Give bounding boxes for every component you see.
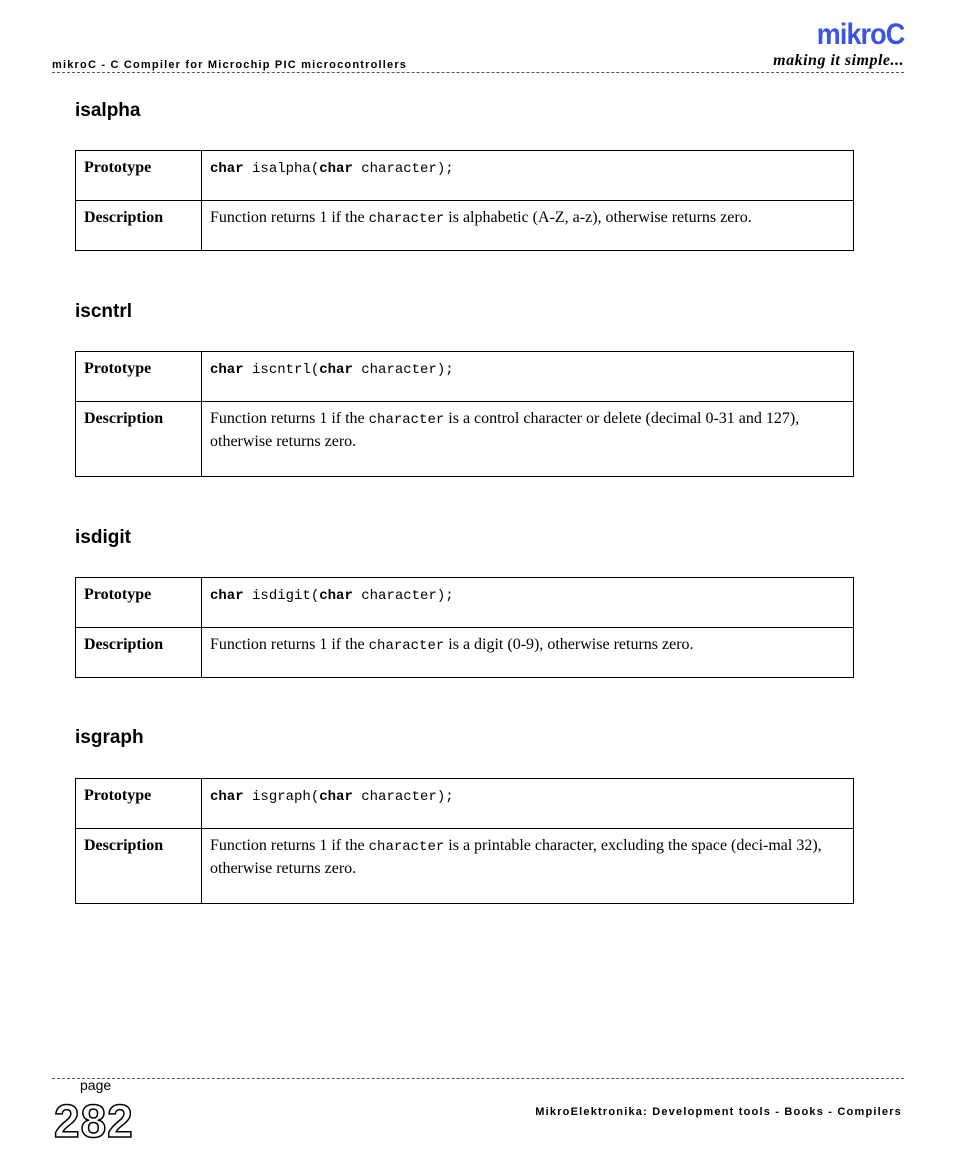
section-title-isdigit: isdigit	[75, 527, 131, 548]
prototype-code: char iscntrl(char character);	[210, 362, 454, 378]
prototype-row	[76, 352, 854, 402]
prototype-label: Prototype	[76, 578, 202, 628]
footer-text: MikroElektronika: Development tools - Books - Compilers	[535, 1106, 902, 1118]
prototype-row	[76, 578, 854, 628]
description-row	[76, 628, 854, 678]
mikroc-logo: mikroC	[816, 18, 904, 51]
function-table-isalpha	[75, 150, 854, 251]
description-text: Function returns 1 if the character is a control character or delete (decimal 0-31 and 127), otherwise returns zero.	[202, 402, 854, 477]
description-label: Description	[76, 628, 202, 678]
prototype-row	[76, 779, 854, 829]
prototype-cell	[202, 578, 854, 628]
prototype-code: char isdigit(char character);	[210, 588, 454, 604]
prototype-cell	[202, 352, 854, 402]
description-row	[76, 829, 854, 904]
footer-divider	[52, 1078, 904, 1079]
tagline: making it simple...	[773, 52, 904, 69]
section-title-isalpha: isalpha	[75, 100, 141, 121]
function-table-isdigit	[75, 577, 854, 678]
prototype-cell	[202, 151, 854, 201]
prototype-code: char isgraph(char character);	[210, 789, 454, 805]
prototype-label: Prototype	[76, 352, 202, 402]
header-subtitle: mikroC - C Compiler for Microchip PIC microcontrollers	[52, 59, 408, 71]
section-title-isgraph: isgraph	[75, 727, 144, 748]
section-title-iscntrl: iscntrl	[75, 301, 133, 322]
description-text: Function returns 1 if the character is a digit (0-9), otherwise returns zero.	[202, 628, 854, 678]
page-number: 282	[54, 1095, 134, 1147]
prototype-row	[76, 151, 854, 201]
prototype-label: Prototype	[76, 151, 202, 201]
description-label: Description	[76, 829, 202, 904]
prototype-cell	[202, 779, 854, 829]
function-table-iscntrl	[75, 351, 854, 477]
description-text: Function returns 1 if the character is alphabetic (A-Z, a-z), otherwise returns zero.	[202, 201, 854, 251]
description-label: Description	[76, 201, 202, 251]
prototype-code: char isalpha(char character);	[210, 161, 454, 177]
header-divider	[52, 72, 904, 73]
description-row	[76, 402, 854, 477]
description-text: Function returns 1 if the character is a printable character, excluding the space (deci-mal 32), otherwise returns zero.	[202, 829, 854, 904]
description-row	[76, 201, 854, 251]
function-table-isgraph	[75, 778, 854, 904]
description-label: Description	[76, 402, 202, 477]
page-label: page	[80, 1077, 112, 1093]
prototype-label: Prototype	[76, 779, 202, 829]
